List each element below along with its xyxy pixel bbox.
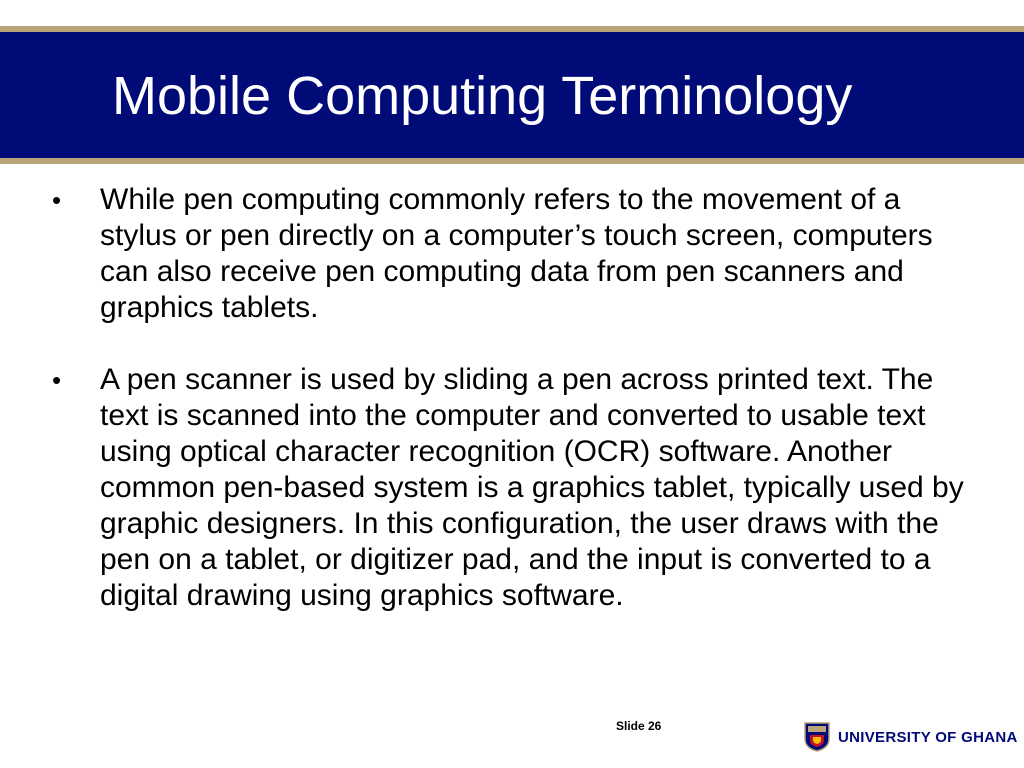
university-logo <box>804 722 1018 752</box>
bullet-text: A pen scanner is used by sliding a pen across printed text. The text is scanned into the computer and converted to usable text using optical character recognition (OCR) software. Another common pen-based system is a graphics tablet, typically used by graphic designers. In this configuration, the user draws with the pen on a tablet, or digitizer pad, and the input is converted to a digital drawing using graphics software. <box>100 363 964 612</box>
bullet-symbol: • <box>52 185 62 215</box>
slide-title: Mobile Computing Terminology <box>112 66 853 126</box>
bullet-item <box>52 362 982 614</box>
bullet-symbol: • <box>52 365 62 395</box>
slide-number: Slide 26 <box>616 719 662 733</box>
bullet-item <box>52 182 982 326</box>
bottom-gold-divider <box>0 158 1024 164</box>
slide-body <box>52 182 982 614</box>
bullet-text: While pen computing commonly refers to the movement of a stylus or pen directly on a computer’s touch screen, computers can also receive pen computing data from pen scanners and graphics tablets. <box>100 183 933 324</box>
university-name: UNIVERSITY OF GHANA <box>838 728 1018 746</box>
university-crest-icon <box>804 722 830 752</box>
